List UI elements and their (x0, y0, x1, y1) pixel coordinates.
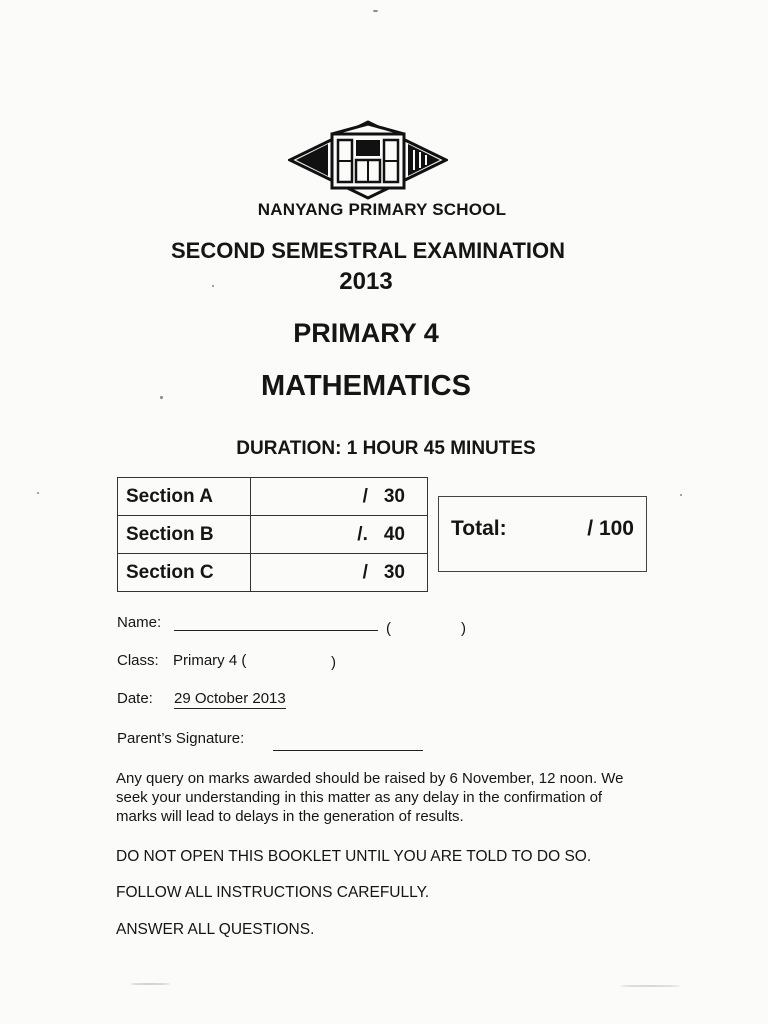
total-max: / 100 (587, 517, 634, 540)
signature-label: Parent’s Signature: (117, 730, 245, 747)
school-name: NANYANG PRIMARY SCHOOL (257, 200, 507, 219)
scan-speck (160, 396, 163, 399)
total-score-box (438, 496, 647, 572)
score-slash: / (362, 485, 368, 507)
score-slash: / (362, 561, 368, 583)
section-score (251, 478, 428, 516)
exam-year: 2013 (339, 268, 393, 295)
class-paren-close: ) (331, 654, 336, 671)
date-label: Date: (117, 690, 153, 707)
subject-title: MATHEMATICS (261, 370, 471, 402)
class-label: Class: (117, 652, 159, 669)
section-max: 30 (383, 485, 405, 507)
marks-row (118, 554, 428, 592)
name-label: Name: (117, 614, 162, 631)
instruction-do-not-open: DO NOT OPEN THIS BOOKLET UNTIL YOU ARE TOLD TO DO SO. (116, 848, 592, 865)
class-value: Primary 4 ( (173, 652, 247, 669)
date-value: 29 October 2013 (174, 690, 286, 707)
scan-speck (130, 983, 170, 985)
score-slash: /. (357, 523, 368, 545)
exam-duration: DURATION: 1 HOUR 45 MINUTES (236, 438, 536, 459)
marks-row (118, 478, 428, 516)
name-paren-open: ( (386, 620, 391, 637)
scan-speck (37, 492, 39, 494)
school-crest-logo (288, 120, 448, 200)
section-label: Section B (118, 516, 251, 554)
scan-speck (373, 10, 378, 12)
exam-title: SECOND SEMESTRAL EXAMINATION (171, 238, 565, 263)
section-label: Section C (118, 554, 251, 592)
section-max: 40 (383, 523, 405, 545)
total-label: Total: (451, 517, 507, 540)
section-marks-table (117, 477, 428, 592)
scan-speck (212, 285, 214, 287)
signature-write-line[interactable] (273, 750, 423, 751)
instruction-answer-all: ANSWER ALL QUESTIONS. (116, 921, 315, 938)
section-max: 30 (383, 561, 405, 583)
instruction-follow: FOLLOW ALL INSTRUCTIONS CAREFULLY. (116, 884, 430, 901)
section-label: Section A (118, 478, 251, 516)
name-paren-close: ) (461, 620, 466, 637)
section-score (251, 554, 428, 592)
scan-speck (620, 985, 680, 987)
section-score (251, 516, 428, 554)
query-notice: Any query on marks awarded should be raised by 6 November, 12 noon. We seek your understanding in this matter as any delay in the confirmation of marks will lead to delays in the generation of results. (116, 770, 624, 825)
name-write-line[interactable] (174, 630, 378, 631)
scan-speck (680, 494, 682, 496)
marks-row (118, 516, 428, 554)
level-title: PRIMARY 4 (293, 318, 439, 348)
